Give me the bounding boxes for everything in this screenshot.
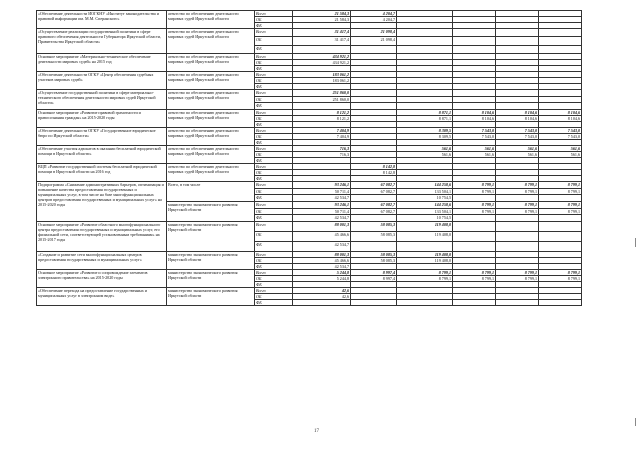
amount-cell: 10 754,5 [397, 215, 453, 222]
amount-cell: 7 543,0 [539, 133, 582, 139]
amount-cell [397, 103, 453, 110]
amount-cell: 8 799,1 [453, 201, 496, 208]
amount-cell: 7 543,0 [453, 127, 496, 133]
amount-cell: 561,6 [397, 145, 453, 151]
amount-cell: 93 246,1 [293, 201, 351, 208]
amount-cell: 8 799,1 [539, 275, 582, 281]
amount-cell: 8 142,8 [351, 163, 397, 169]
funding-source: ОБ [255, 59, 293, 65]
amount-cell: 561,6 [453, 151, 496, 157]
funding-source: ОБ [255, 17, 293, 23]
funding-source: ФБ [255, 241, 293, 251]
amount-cell: 561,6 [539, 145, 582, 151]
task-name: Основное мероприятие «Развитие и сопровождение элементов электронного правительства» на 2015-2020 годы [37, 269, 167, 287]
executor: министерство экономического развития Иркутской области [167, 221, 255, 251]
amount-cell: 4 204,7 [351, 17, 397, 23]
amount-cell: 8 104,6 [496, 109, 539, 115]
amount-cell [351, 241, 397, 251]
amount-cell [397, 96, 453, 103]
amount-cell: 7 404,9 [293, 133, 351, 139]
amount-cell: 10 754,5 [397, 195, 453, 202]
amount-cell [453, 89, 496, 96]
table-row [37, 89, 625, 96]
executor: агентство по обеспечению деятельности мировых судей Иркутской области [167, 145, 255, 163]
funding-source: ФБ [255, 281, 293, 287]
amount-cell: 8 799,1 [496, 208, 539, 215]
funding-source: Всего [255, 251, 293, 257]
funding-source: Всего [255, 89, 293, 96]
amount-cell: 7 543,0 [453, 133, 496, 139]
amount-cell: 7 404,9 [293, 127, 351, 133]
amount-cell: 31 417,4 [293, 37, 351, 45]
funding-source: ОБ [255, 115, 293, 121]
executor: агентство по обеспечению деятельности мировых судей Иркутской области [167, 127, 255, 145]
budget-table [36, 10, 625, 306]
funding-source: ОБ [255, 37, 293, 45]
task-name: «Осуществление государственной политики в сфере материально-технического обеспечения деятельности мировых судей Иркутской области» [37, 89, 167, 109]
margin-mark [635, 238, 636, 247]
amount-cell: 8 104,6 [539, 109, 582, 115]
amount-cell: 21 098,4 [351, 37, 397, 45]
amount-cell [496, 103, 539, 110]
amount-cell: 8 799,1 [496, 275, 539, 281]
task-name: Основное мероприятие «Материально-техническое обеспечение деятельности мировых судей» на 2015 год [37, 53, 167, 71]
amount-cell [397, 37, 453, 45]
amount-cell [539, 195, 582, 202]
executor: агентство по обеспечению деятельности мировых судей Иркутской области [167, 53, 255, 71]
amount-cell: 8 997,4 [351, 269, 397, 275]
amount-cell [539, 45, 582, 53]
amount-cell [453, 299, 496, 305]
amount-cell: 8 104,6 [453, 115, 496, 121]
funding-source: ФБ [255, 263, 293, 269]
amount-cell [453, 103, 496, 110]
amount-cell: 67 082,7 [351, 181, 397, 188]
funding-source: Всего [255, 269, 293, 275]
funding-source: ФБ [255, 215, 293, 222]
amount-cell [397, 45, 453, 53]
amount-cell [453, 221, 496, 231]
amount-cell: 8 799,1 [539, 269, 582, 275]
amount-cell [397, 299, 453, 305]
table-body [37, 11, 625, 306]
amount-cell [496, 231, 539, 241]
amount-cell: 8 799,1 [539, 181, 582, 188]
amount-cell: 8 799,1 [496, 188, 539, 195]
amount-cell: 8 799,1 [496, 269, 539, 275]
amount-cell [496, 45, 539, 53]
funding-source: ФБ [255, 45, 293, 53]
amount-cell: 561,6 [453, 145, 496, 151]
funding-source: Всего [255, 71, 293, 77]
amount-cell: 8 871,1 [397, 115, 453, 121]
executor: агентство по обеспечению деятельности мировых судей Иркутской области [167, 29, 255, 54]
amount-cell [453, 96, 496, 103]
amount-cell [496, 241, 539, 251]
amount-cell: 183 061,2 [293, 77, 351, 83]
amount-cell: 21 584,3 [293, 17, 351, 23]
funding-source: ОБ [255, 169, 293, 175]
amount-cell: 434 921,2 [293, 59, 351, 65]
amount-cell [453, 29, 496, 37]
amount-cell: 133 504,1 [397, 208, 453, 215]
amount-cell: 58 085,3 [351, 257, 397, 263]
amount-cell: 8 799,1 [397, 275, 453, 281]
amount-cell: 8 997,4 [351, 275, 397, 281]
amount-cell: 251 860,0 [293, 89, 351, 96]
executor: министерство экономического развития Иркутской области [167, 251, 255, 269]
funding-source: ОБ [255, 293, 293, 299]
amount-cell [453, 241, 496, 251]
amount-cell [539, 221, 582, 231]
funding-source: Всего [255, 287, 293, 293]
amount-cell: 45 466,6 [293, 231, 351, 241]
budget-table-page [36, 10, 624, 306]
task-name: «Обеспечение деятельности ОГКУ «Центр обеспечения судебных участков мировых судей» [37, 71, 167, 89]
amount-cell: 8 799,1 [539, 188, 582, 195]
amount-cell: 561,6 [397, 151, 453, 157]
amount-cell: 42,6 [293, 287, 351, 293]
amount-cell: 144 258,6 [397, 201, 453, 208]
amount-cell: 8 104,6 [453, 109, 496, 115]
funding-source: ФБ [255, 175, 293, 181]
task-name: «Обеспечение участия адвокатов в оказании бесплатной юридической помощи в Иркутской области» [37, 145, 167, 163]
table-row [37, 181, 625, 188]
task-name: «Обеспечение деятельности ОГКУ «Государственное юридическое бюро по Иркутской области» [37, 127, 167, 145]
page-number: 17 [314, 429, 319, 434]
amount-cell: 58 085,3 [351, 251, 397, 257]
amount-cell [539, 241, 582, 251]
amount-cell: 8 799,1 [539, 208, 582, 215]
funding-source: Всего [255, 221, 293, 231]
amount-cell: 8 142,8 [351, 169, 397, 175]
amount-cell [539, 299, 582, 305]
amount-cell [496, 89, 539, 96]
amount-cell [539, 96, 582, 103]
executor: агентство по обеспечению деятельности мировых судей Иркутской области [167, 89, 255, 109]
amount-cell [496, 299, 539, 305]
amount-cell [397, 89, 453, 96]
amount-cell: 133 504,1 [397, 188, 453, 195]
amount-cell [351, 96, 397, 103]
task-name: Основное мероприятие «Развитие областного многофункционального центра предоставления государственных и муниципальных услуг, его филиальной сети, соответствующей установленным требованиям» на 2015-2017 годы [37, 221, 167, 251]
amount-cell [453, 37, 496, 45]
amount-cell [293, 103, 351, 110]
amount-cell: 251 860,0 [293, 96, 351, 103]
amount-cell [397, 29, 453, 37]
amount-cell: 716,3 [293, 145, 351, 151]
amount-cell [539, 215, 582, 222]
funding-source: ФБ [255, 195, 293, 202]
amount-cell: 8 799,1 [453, 181, 496, 188]
amount-cell [496, 195, 539, 202]
amount-cell: 50 711,4 [293, 208, 351, 215]
amount-cell: 88 001,3 [293, 221, 351, 231]
amount-cell [496, 215, 539, 222]
funding-source: ОБ [255, 275, 293, 281]
funding-source: ОБ [255, 77, 293, 83]
amount-cell: 42 534,7 [293, 263, 351, 269]
amount-cell: 8 309,5 [397, 133, 453, 139]
amount-cell: 119 408,0 [397, 221, 453, 231]
funding-source: ОБ [255, 151, 293, 157]
funding-source: ОБ [255, 208, 293, 215]
amount-cell: 42 534,7 [293, 215, 351, 222]
amount-cell: 119 408,0 [397, 231, 453, 241]
funding-source: Всего [255, 109, 293, 115]
funding-source: ОБ [255, 133, 293, 139]
amount-cell: 8 799,1 [397, 269, 453, 275]
funding-source: ОБ [255, 231, 293, 241]
amount-cell: 8 799,1 [453, 188, 496, 195]
amount-cell: 8 121,2 [293, 115, 351, 121]
amount-cell [351, 45, 397, 53]
executor: министерство экономического развития Иркутской области [167, 269, 255, 287]
table-row [37, 29, 625, 37]
amount-cell [453, 215, 496, 222]
margin-mark [635, 418, 636, 426]
amount-cell [496, 221, 539, 231]
funding-source: ОБ [255, 188, 293, 195]
funding-source: ФБ [255, 139, 293, 145]
amount-cell: 8 799,1 [453, 275, 496, 281]
amount-cell [293, 45, 351, 53]
amount-cell: 144 258,6 [397, 181, 453, 188]
task-name: ВЦП «Развитие государственной системы бесплатной юридической помощи в Иркутской области на 2016 год [37, 163, 167, 181]
funding-source: Всего [255, 127, 293, 133]
amount-cell: 8 799,1 [539, 201, 582, 208]
funding-source: Всего [255, 163, 293, 169]
amount-cell [539, 231, 582, 241]
funding-source: ФБ [255, 65, 293, 71]
amount-cell: 42,6 [293, 293, 351, 299]
amount-cell [496, 37, 539, 45]
amount-cell: 8 104,6 [539, 115, 582, 121]
amount-cell [351, 195, 397, 202]
amount-cell: 8 799,1 [496, 201, 539, 208]
amount-cell: 5 244,8 [293, 269, 351, 275]
amount-cell [539, 103, 582, 110]
executor: агентство по обеспечению деятельности мировых судей Иркутской области [167, 109, 255, 127]
amount-cell: 42 534,7 [293, 195, 351, 202]
amount-cell [351, 299, 397, 305]
table-row [37, 221, 625, 231]
amount-cell: 561,6 [496, 145, 539, 151]
amount-cell: 8 799,1 [453, 208, 496, 215]
task-name: «Обеспечение деятельности ИОГКНУ «Институт законодательства и правовой информации им. М.М. Сперанского» [37, 11, 167, 29]
amount-cell: 8 799,1 [496, 181, 539, 188]
funding-source: Всего [255, 29, 293, 37]
amount-cell: 21 584,3 [293, 11, 351, 17]
funding-source: ФБ [255, 157, 293, 163]
executor: агентство по обеспечению деятельности мировых судей Иркутской области [167, 71, 255, 89]
funding-source: ФБ [255, 103, 293, 110]
amount-cell: 58 085,3 [351, 231, 397, 241]
amount-cell: 434 921,2 [293, 53, 351, 59]
funding-source: Всего [255, 145, 293, 151]
amount-cell: 5 244,8 [293, 275, 351, 281]
funding-source: Всего [255, 201, 293, 208]
amount-cell [539, 89, 582, 96]
amount-cell: 7 543,0 [496, 127, 539, 133]
amount-cell [293, 299, 351, 305]
amount-cell: 67 082,7 [351, 188, 397, 195]
amount-cell: 88 001,3 [293, 251, 351, 257]
amount-cell: 93 246,1 [293, 181, 351, 188]
amount-cell: 4 204,7 [351, 11, 397, 17]
task-name: «Осуществление реализации государственной политики в сфере правового обеспечения деятельности Губернатора Иркутской области, Правительства Иркутской области» [37, 29, 167, 54]
funding-source: ОБ [255, 257, 293, 263]
task-name: Основное мероприятие «Развитие правовой грамотности и правосознания граждан» на 2015-2020 годы [37, 109, 167, 127]
funding-source: ОБ [255, 96, 293, 103]
amount-cell [351, 89, 397, 96]
amount-cell: 67 082,7 [351, 208, 397, 215]
amount-cell: 8 309,5 [397, 127, 453, 133]
amount-cell: 183 061,2 [293, 71, 351, 77]
amount-cell: 561,6 [539, 151, 582, 157]
amount-cell: 561,6 [496, 151, 539, 157]
funding-source: Всего [255, 181, 293, 188]
amount-cell: 8 104,6 [496, 115, 539, 121]
amount-cell [496, 29, 539, 37]
amount-cell: 7 543,0 [496, 133, 539, 139]
amount-cell [453, 231, 496, 241]
task-name: Подпрограмма «Снижение административных барьеров, оптимизация и повышение качества предоставления государственных и муниципальных услуг, в том числе на базе многофункциональных центров предоставления государственных и муниципальных услуг» на 2015-2020 годы [37, 181, 167, 221]
amount-cell: 58 085,3 [351, 221, 397, 231]
amount-cell: 119 408,0 [397, 251, 453, 257]
amount-cell: 7 543,0 [539, 127, 582, 133]
amount-cell: 67 082,7 [351, 201, 397, 208]
amount-cell [453, 45, 496, 53]
amount-cell [539, 37, 582, 45]
amount-cell [453, 195, 496, 202]
amount-cell: 31 417,4 [293, 29, 351, 37]
executor: Всего, в том числе [167, 181, 255, 201]
amount-cell [397, 241, 453, 251]
amount-cell [496, 96, 539, 103]
amount-cell [351, 103, 397, 110]
funding-source: ФБ [255, 83, 293, 89]
amount-cell: 50 711,4 [293, 188, 351, 195]
funding-source: ФБ [255, 23, 293, 29]
amount-cell: 8 871,1 [397, 109, 453, 115]
amount-cell [351, 215, 397, 222]
funding-source: ФБ [255, 121, 293, 127]
executor: министерство экономического развития Иркутской области [167, 287, 255, 305]
executor: министерство экономического развития Иркутской области [167, 201, 255, 221]
amount-cell: 716,3 [293, 151, 351, 157]
amount-cell: 8 121,2 [293, 109, 351, 115]
executor: агентство по обеспечению деятельности мировых судей Иркутской области [167, 163, 255, 181]
funding-source: Всего [255, 11, 293, 17]
amount-cell: 45 466,6 [293, 257, 351, 263]
amount-cell: 8 799,1 [453, 269, 496, 275]
task-name: «Обеспечение перехода на предоставление государственных и муниципальных услуг в электронном виде» [37, 287, 167, 305]
funding-source: Всего [255, 53, 293, 59]
funding-source: ФБ [255, 299, 293, 305]
executor: агентство по обеспечению деятельности мировых судей Иркутской области [167, 11, 255, 29]
amount-cell: 21 098,4 [351, 29, 397, 37]
amount-cell: 119 408,0 [397, 257, 453, 263]
task-name: «Создание и развитие сети многофункциональных центров предоставления государственных и муниципальных услуг» [37, 251, 167, 269]
amount-cell [539, 29, 582, 37]
amount-cell: 42 534,7 [293, 241, 351, 251]
